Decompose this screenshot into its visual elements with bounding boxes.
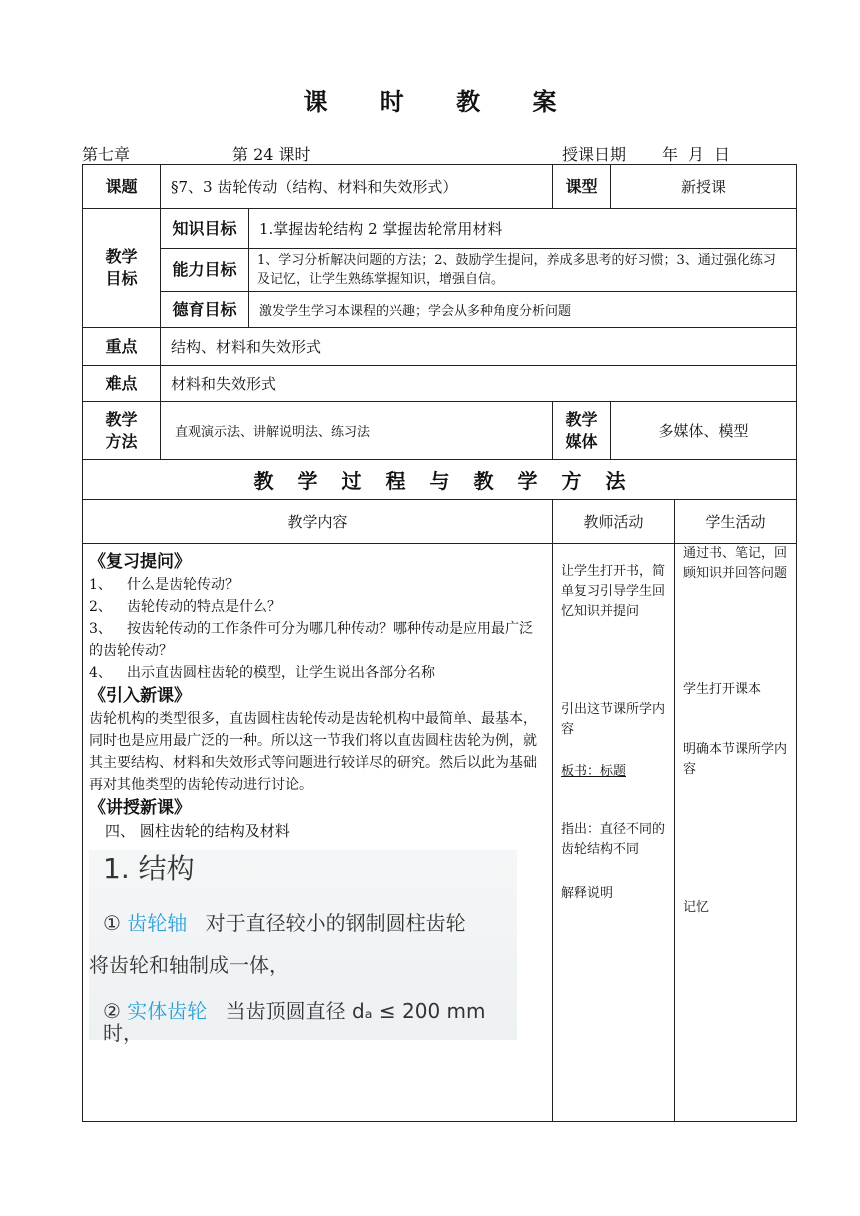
teaching-content (83, 544, 553, 1122)
teacher-note-1: 让学生打开书，简单复习引导学生回忆知识并提问 (561, 564, 666, 619)
ability-label: 能力目标 (161, 249, 249, 292)
col-content-header: 教学内容 (83, 500, 553, 544)
key-value: 结构、材料和失效形式 (161, 328, 797, 366)
intro-title: 《引入新课》 (89, 686, 191, 706)
difficulty-value: 材料和失效形式 (161, 366, 797, 402)
lecture-title: 《讲授新课》 (89, 798, 191, 818)
goals-label-line1: 教学 (105, 247, 138, 266)
book-item1-continued: 将齿轮和轴制成一体， (89, 953, 289, 977)
review-title: 《复习提问》 (89, 552, 191, 572)
q1-text: 什么是齿轮传动？ (127, 577, 239, 593)
type-label: 课型 (553, 165, 611, 209)
q2-number: 2、 (89, 599, 112, 615)
date-month: 月 (688, 145, 705, 164)
difficulty-label: 难点 (83, 366, 161, 402)
teacher-note-4: 指出：直径不同的齿轮结构不同 (561, 822, 666, 857)
q2-text: 齿轮传动的特点是什么？ (127, 599, 281, 615)
knowledge-value: 1.掌握齿轮结构 2 掌握齿轮常用材料 (249, 209, 797, 249)
student-activity (675, 544, 797, 1122)
page-title: 课 时 教 案 (303, 88, 579, 116)
method-value: 直观演示法、讲解说明法、练习法 (161, 402, 553, 460)
book-item1-term: 齿轮轴 (127, 911, 188, 935)
intro-text: 齿轮机构的类型很多，直齿圆柱齿轮传动是齿轮机构中最简单、最基本，同时也是应用最广泛的一种。所以这一节我们将以直齿圆柱齿轮为例，就其主要结构、材料和失效形式等问题进行较详尽的研究。然后以此为基础再对其他类型的齿轮传动进行讨论。 (89, 711, 537, 793)
lesson-number: 第 24 课时 (232, 145, 311, 164)
lesson-plan-table (82, 164, 797, 1122)
book-item1-text: 对于直径较小的钢制圆柱齿轮 (205, 911, 466, 935)
method-label-line2: 方法 (105, 431, 138, 451)
q3-number: 3、 (89, 621, 112, 637)
q1-number: 1、 (89, 577, 112, 593)
date-label: 授课日期 (562, 145, 627, 164)
teacher-note-2: 引出这节课所学内容 (561, 702, 666, 737)
date-day: 日 (714, 145, 731, 164)
question-4 (89, 662, 546, 684)
q3-text: 按齿轮传动的工作条件可分为哪几种传动？哪种传动是应用最广泛的齿轮传动？ (89, 621, 533, 659)
key-label: 重点 (83, 328, 161, 366)
col-teacher-header: 教师活动 (553, 500, 675, 544)
media-label-line2: 媒体 (565, 431, 598, 451)
type-value: 新授课 (611, 165, 797, 209)
teacher-note-3: 板书：标题 (561, 764, 627, 779)
ability-value: 1、学习分析解决问题的方法；2、鼓励学生提问，养成多思考的好习惯；3、通过强化练习及记忆，让学生熟练掌握知识，增强自信。 (249, 249, 797, 292)
section-four-heading: 四、 圆柱齿轮的结构及材料 (105, 822, 290, 840)
media-label (553, 402, 611, 460)
question-3 (89, 618, 546, 662)
moral-value: 激发学生学习本课程的兴趣；学会从多种角度分析问题 (249, 292, 797, 328)
book-item-1 (103, 912, 466, 934)
method-label (83, 402, 161, 460)
book-item2-number: ② (103, 999, 121, 1023)
date-year: 年 (662, 145, 679, 164)
topic-value: §7、3 齿轮传动（结构、材料和失效形式） (161, 165, 553, 209)
book-item2-text: 当齿顶圆直径 dₐ ≤ 200 mm 时， (103, 999, 486, 1045)
topic-label: 课题 (83, 165, 161, 209)
book-heading: 1. 结构 (103, 852, 195, 885)
goals-label-line2: 目标 (105, 269, 138, 288)
book-item1-number: ① (103, 911, 121, 935)
teacher-activity (553, 544, 675, 1122)
process-banner: 教学过程与教学方法 (83, 460, 797, 500)
moral-label: 德育目标 (161, 292, 249, 328)
media-label-line1: 教学 (565, 409, 598, 429)
student-note-2: 学生打开课本 (683, 682, 762, 697)
student-note-3: 明确本节课所学内容 (683, 742, 788, 777)
q4-number: 4、 (89, 665, 112, 681)
student-note-4: 记忆 (683, 900, 710, 915)
teacher-note-5: 解释说明 (561, 886, 614, 901)
media-value: 多媒体、模型 (611, 402, 797, 460)
question-2 (89, 596, 546, 618)
q4-text: 出示直齿圆柱齿轮的模型，让学生说出各部分名称 (127, 665, 435, 681)
book-item2-term: 实体齿轮 (127, 999, 208, 1023)
student-note-1: 通过书、笔记，回顾知识并回答问题 (683, 546, 788, 581)
knowledge-label: 知识目标 (161, 209, 249, 249)
method-label-line1: 教学 (105, 409, 138, 429)
col-student-header: 学生活动 (675, 500, 797, 544)
textbook-excerpt-image (89, 850, 517, 1045)
book-item-2 (103, 1000, 517, 1044)
goals-label (83, 209, 161, 328)
chapter-label: 第七章 (82, 145, 131, 164)
question-1 (89, 574, 546, 596)
